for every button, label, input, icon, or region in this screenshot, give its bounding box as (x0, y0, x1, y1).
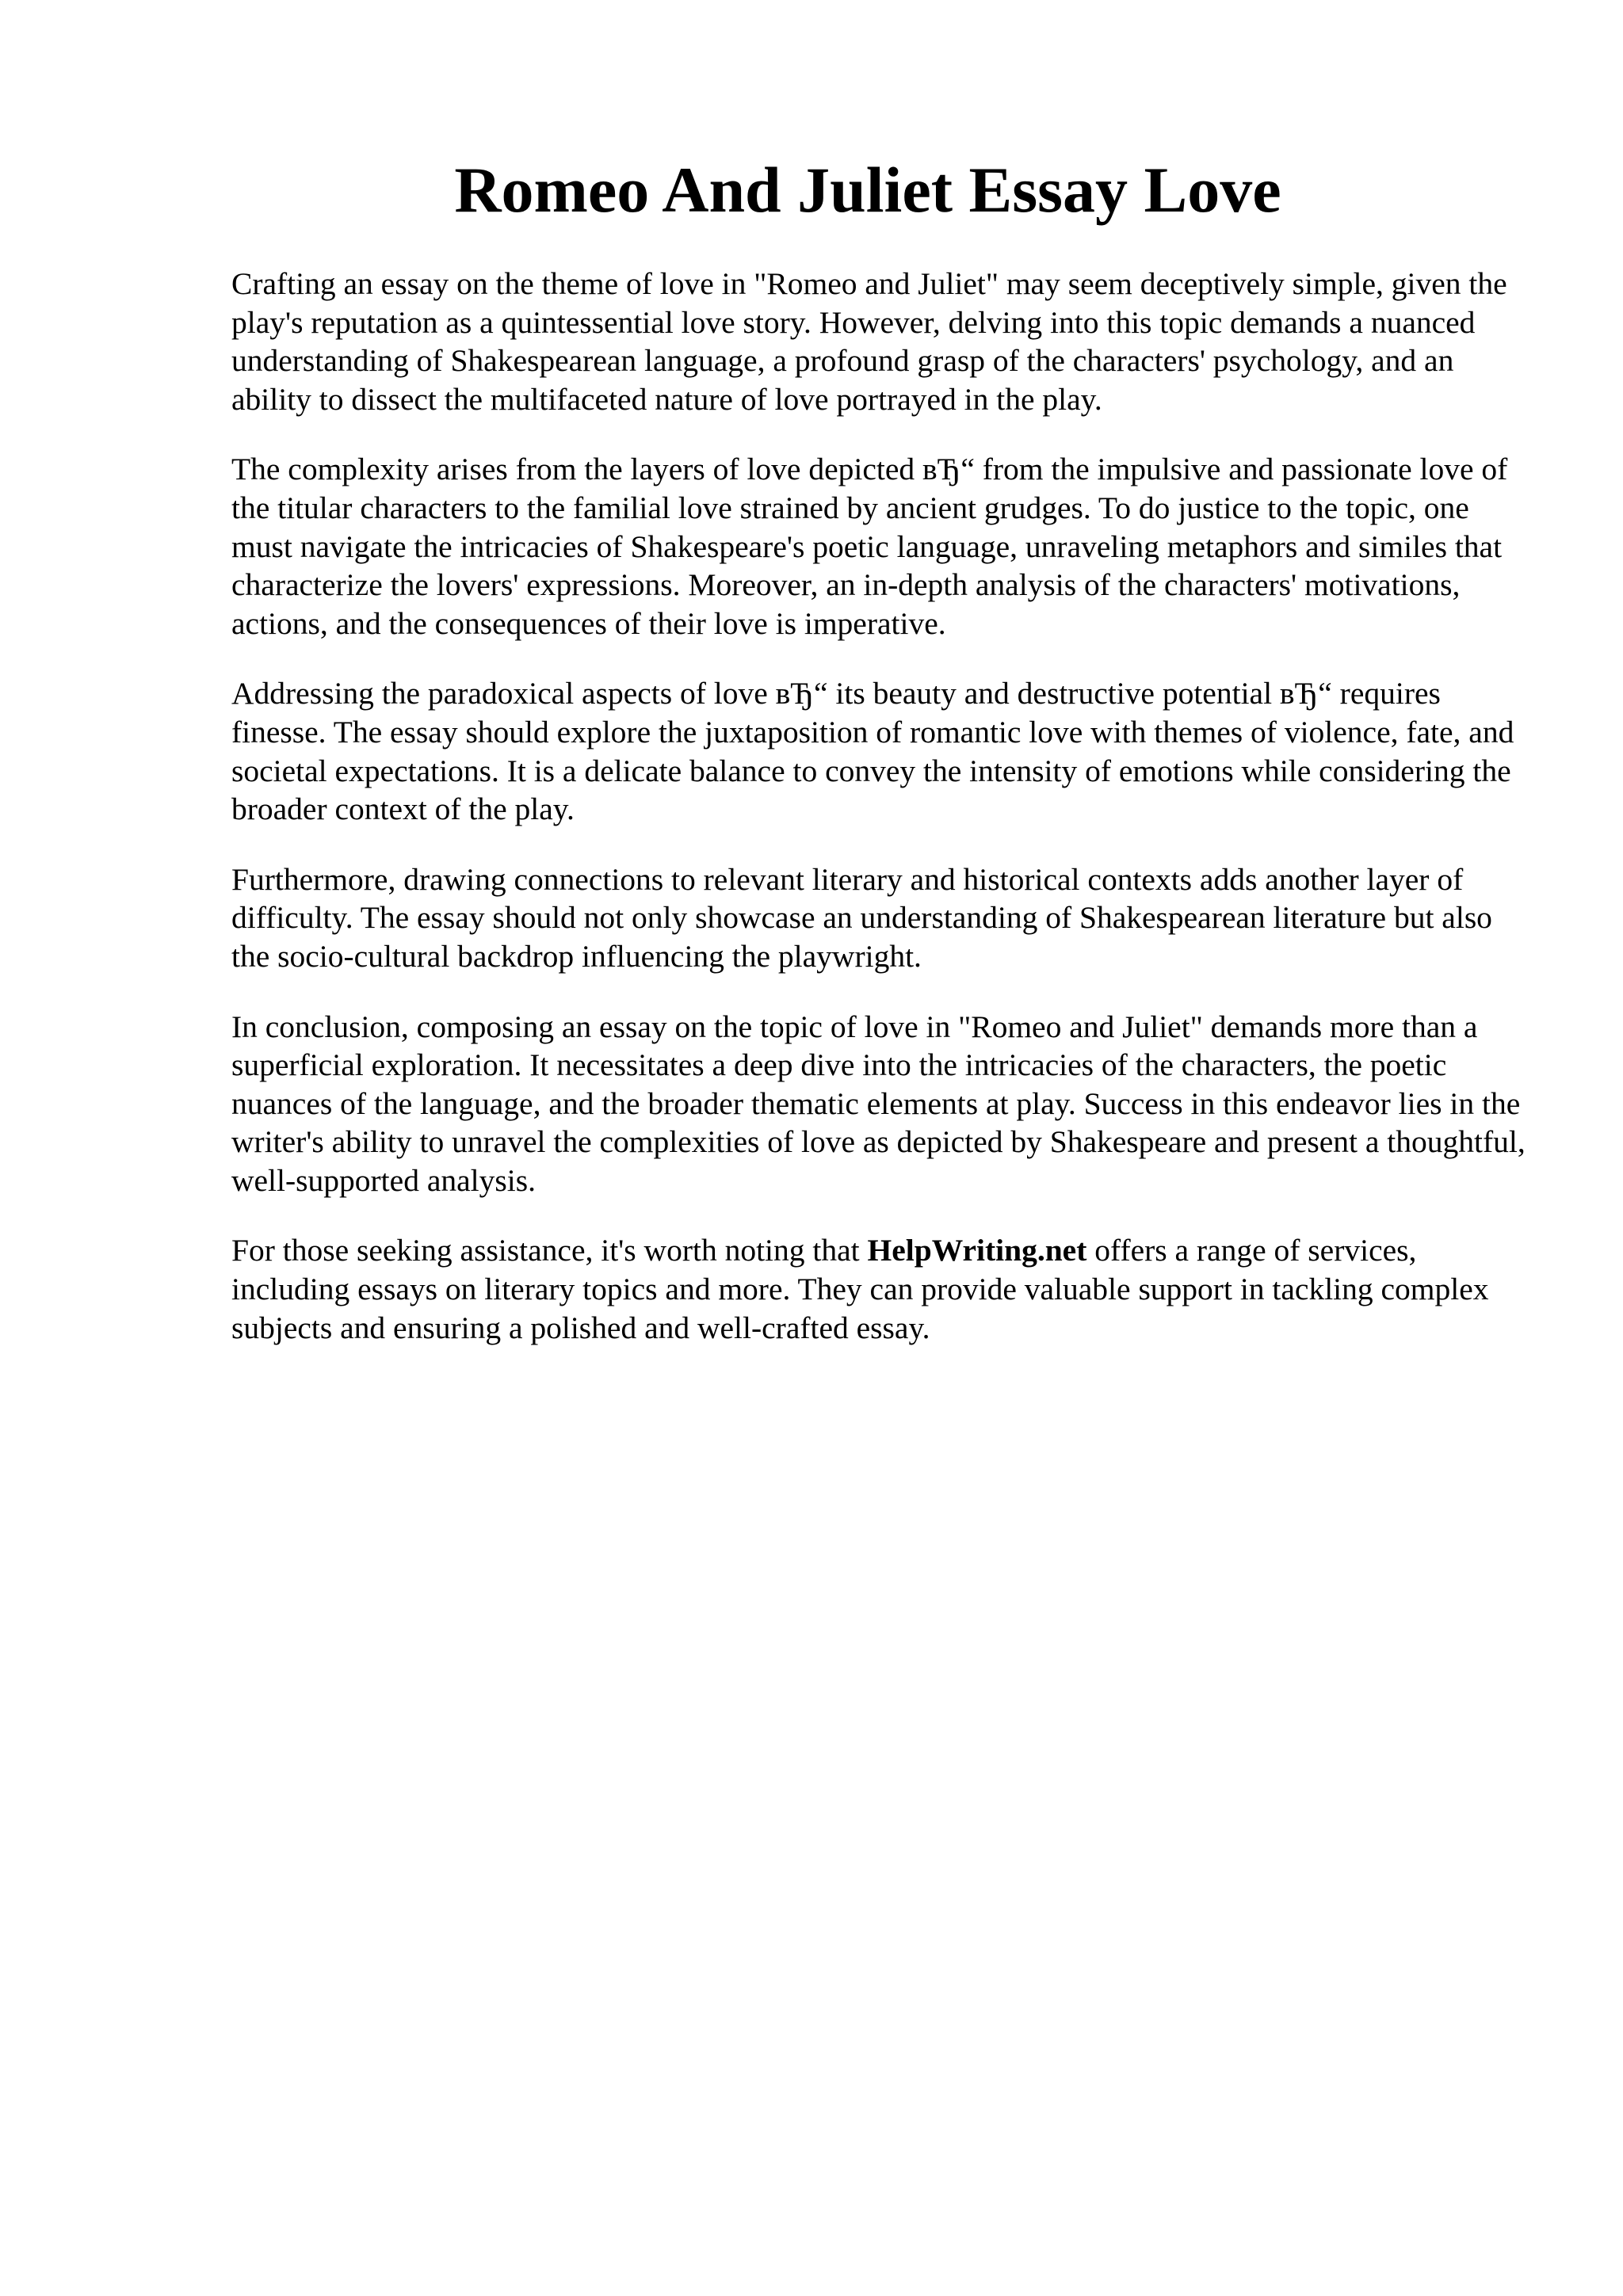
paragraph-paradox: Addressing the paradoxical aspects of love вЂ“ its beauty and destructive potential вЂ“ requires finesse. The essay should explore the juxtaposition of romantic love with themes of violence, fate, and societal expectations. It is a delicate balance to convey the intensity of emotions while considering the broader context of the play. (231, 676, 1514, 827)
paragraph-intro: Crafting an essay on the theme of love in "Romeo and Juliet" may seem deceptively simple, given the play's reputation as a quintessential love story. However, delving into this topic demands a nuanced understanding of Shakespearean language, a profound grasp of the characters' psychology, and an ability to dissect the multifaceted nature of love portrayed in the play. (231, 266, 1507, 417)
essay-body (231, 265, 1531, 1379)
brand-name: HelpWriting.net (867, 1233, 1087, 1268)
assistance-text-before: For those seeking assistance, it's worth noting that (231, 1233, 868, 1268)
assistance-text-after: offers a range of services, including essays on literary topics and more. They can provide valuable support in tackling complex subjects and ensuring a polished and well-crafted essay. (231, 1233, 1489, 1345)
paragraph-assistance (231, 1231, 1531, 1347)
paragraph-conclusion: In conclusion, composing an essay on the topic of love in "Romeo and Juliet" demands more than a superficial exploration. It necessitates a deep dive into the intricacies of the characters, the poetic nuances of the language, and the broader thematic elements at play. Success in this endeavor lies in the writer's ability to unravel the complexities of love as depicted by Shakespeare and present a thoughtful, well-supported analysis. (231, 1009, 1526, 1198)
paragraph-complexity: The complexity arises from the layers of love depicted вЂ“ from the impulsive and passionate love of the titular characters to the familial love strained by ancient grudges. To do justice to the topic, one must navigate the intricacies of Shakespeare's poetic language, unraveling metaphors and similes that characterize the lovers' expressions. Moreover, an in-depth analysis of the characters' motivations, actions, and the consequences of their love is imperative. (231, 452, 1508, 641)
page-title: Romeo And Juliet Essay Love (454, 154, 1281, 226)
paragraph-context: Furthermore, drawing connections to relevant literary and historical contexts adds another layer of difficulty. The essay should not only showcase an understanding of Shakespearean literature but also the socio-cultural backdrop influencing the playwright. (231, 861, 1492, 974)
